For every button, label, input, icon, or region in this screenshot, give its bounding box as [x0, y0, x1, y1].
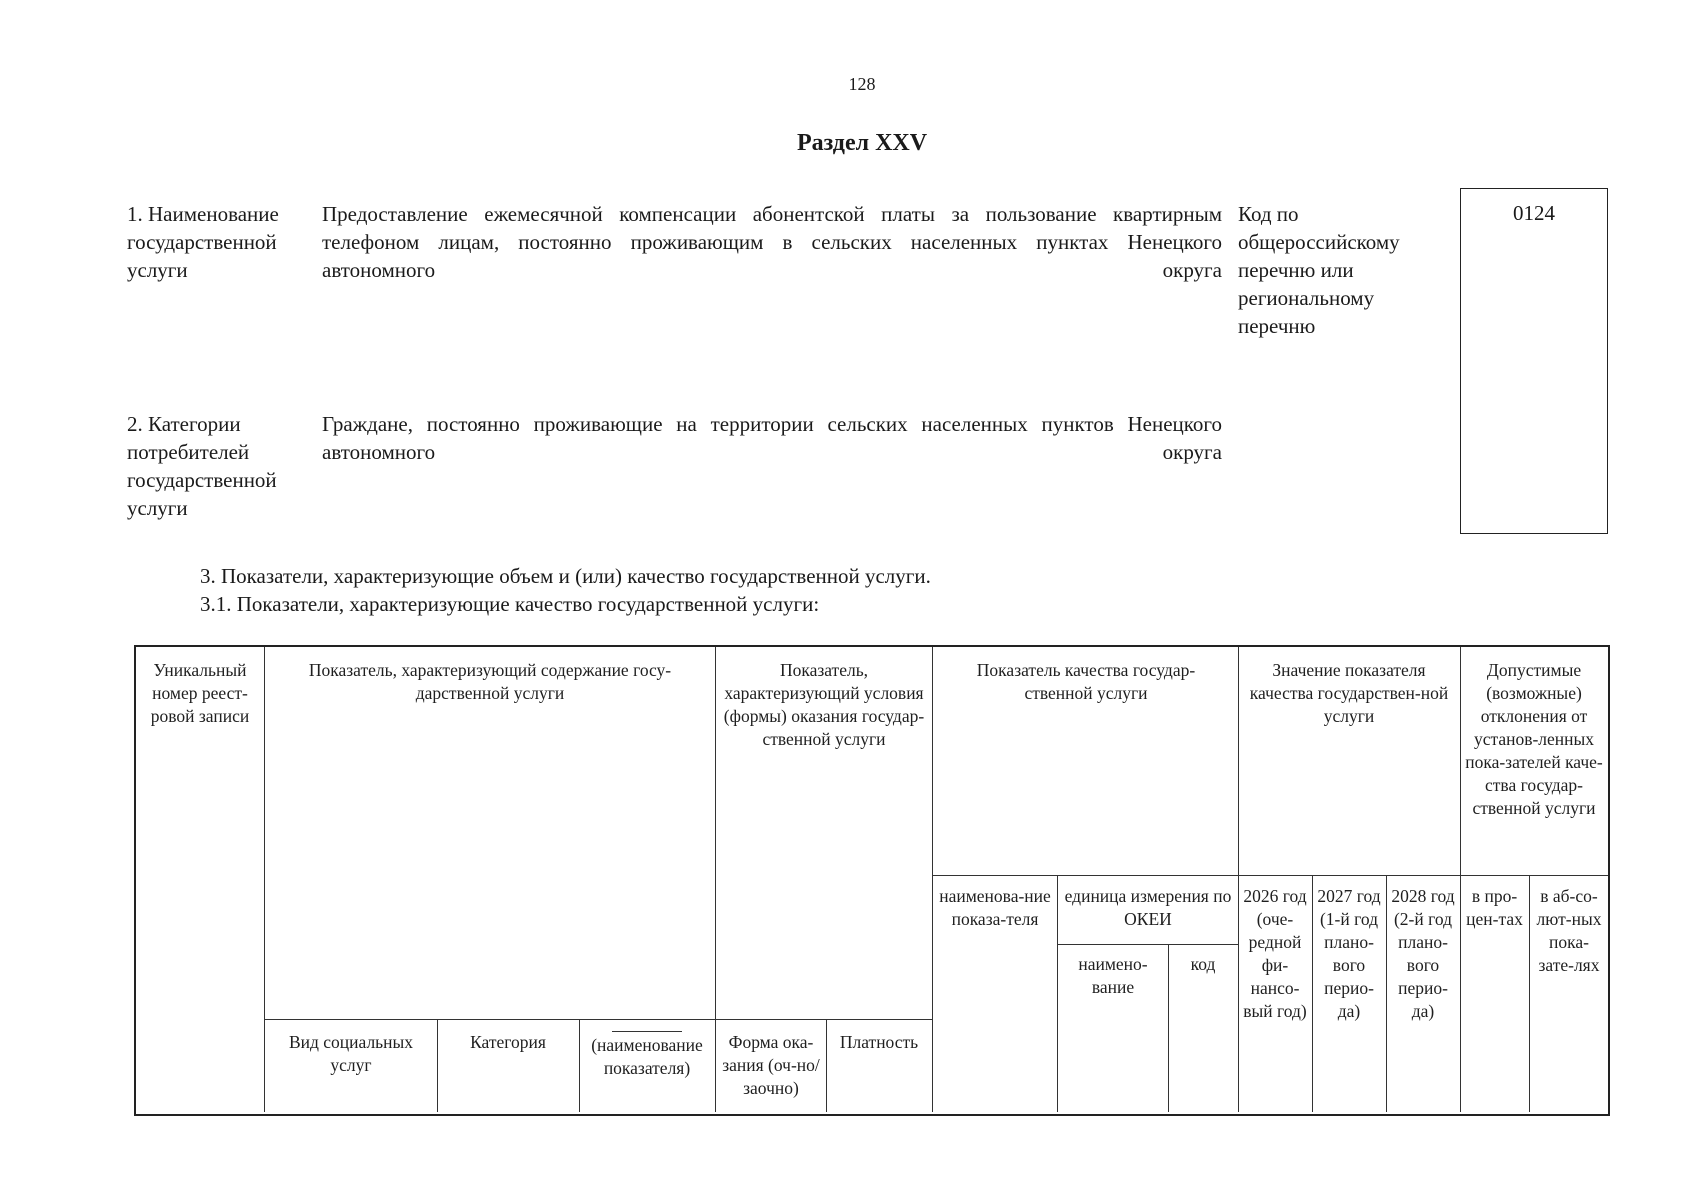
service-name-value: Предоставление ежемесячной компенсации абонентской платы за пользование квартирным телефоном лицам, постоянно проживающим в сельских населенных пунктах Ненецкого автономного округа	[322, 202, 1222, 282]
header-indicator-value: Значение показателя качества государствен-ной услуги	[1249, 660, 1449, 726]
table-divider	[932, 875, 1608, 876]
quality-indicators-table	[134, 645, 1610, 1116]
table-divider	[1057, 875, 1058, 1112]
header-deviation-percent: в про-цен-тах	[1466, 886, 1523, 929]
consumer-categories-label: 2. Категории потребителей государственной услуги	[127, 412, 277, 520]
header-quality-indicator: Показатель качества государ-ственной услуги	[976, 660, 1196, 703]
indicators-subheading: 3.1. Показатели, характеризующие качество государственной услуги:	[200, 592, 820, 616]
header-conditions-indicator: Показатель, характеризующий условия (формы) оказания государ-ственной услуги	[723, 660, 925, 749]
header-unit-name: наимено-вание	[1078, 954, 1148, 997]
table-divider	[715, 647, 716, 1112]
header-year-2028: 2028 год (2-й год плано-вого перио-да)	[1391, 886, 1455, 1021]
indicators-heading: 3. Показатели, характеризующие объем и (или) качество государственной услуги.	[200, 564, 931, 588]
table-divider	[264, 647, 265, 1112]
header-year-2026: 2026 год (оче-редной фи-нансо-вый год)	[1243, 886, 1307, 1021]
section-title: Раздел XXV	[796, 130, 928, 156]
header-unique-number: Уникальный номер реест-ровой записи	[150, 660, 250, 726]
table-divider	[1057, 944, 1238, 945]
header-payment: Платность	[839, 1032, 919, 1052]
unnamed-indicator-caption: (наименование показателя)	[591, 1035, 703, 1078]
table-divider	[1529, 875, 1530, 1112]
page-number: 128	[848, 74, 876, 94]
table-divider	[1460, 647, 1461, 1112]
header-social-services: Вид социальных услуг	[288, 1032, 414, 1075]
header-content-indicator: Показатель, характеризующий содержание госу-дарственной услуги	[308, 660, 672, 703]
table-divider	[1312, 875, 1313, 1112]
table-divider	[826, 1019, 827, 1112]
table-divider	[1168, 944, 1169, 1112]
header-quality-name: наименова-ние показа-теля	[939, 886, 1051, 929]
table-divider	[264, 1019, 715, 1020]
header-deviation-absolute: в аб-со-лют-ных пока-зате-лях	[1536, 886, 1602, 975]
table-divider	[1386, 875, 1387, 1112]
header-unit-code: код	[1190, 954, 1216, 974]
blank-name-line	[612, 1031, 682, 1032]
header-delivery-form: Форма ока-зания (оч-но/заочно)	[722, 1032, 820, 1098]
table-divider	[932, 647, 933, 1112]
registry-code-value: 0124	[1513, 201, 1555, 225]
header-unit-okei: единица измерения по ОКЕИ	[1064, 886, 1232, 929]
registry-code-box	[1460, 188, 1608, 534]
header-allowed-deviation: Допустимые (возможные) отклонения от установ-ленных пока-зателей каче-ства государ-ственной услуги	[1465, 660, 1603, 818]
header-category: Категория	[470, 1032, 546, 1052]
header-year-2027: 2027 год (1-й год плано-вого перио-да)	[1317, 886, 1381, 1021]
table-divider	[437, 1019, 438, 1112]
table-divider	[1238, 647, 1239, 1112]
table-divider	[715, 1019, 932, 1020]
header-unnamed-indicator	[580, 1023, 714, 1080]
service-name-label: 1. Наименование государственной услуги	[127, 202, 279, 282]
consumer-categories-value: Граждане, постоянно проживающие на территории сельских населенных пунктов Ненецкого автономного округа	[322, 412, 1222, 464]
registry-code-label: Код по общероссийскому перечню или региональному перечню	[1238, 202, 1400, 338]
